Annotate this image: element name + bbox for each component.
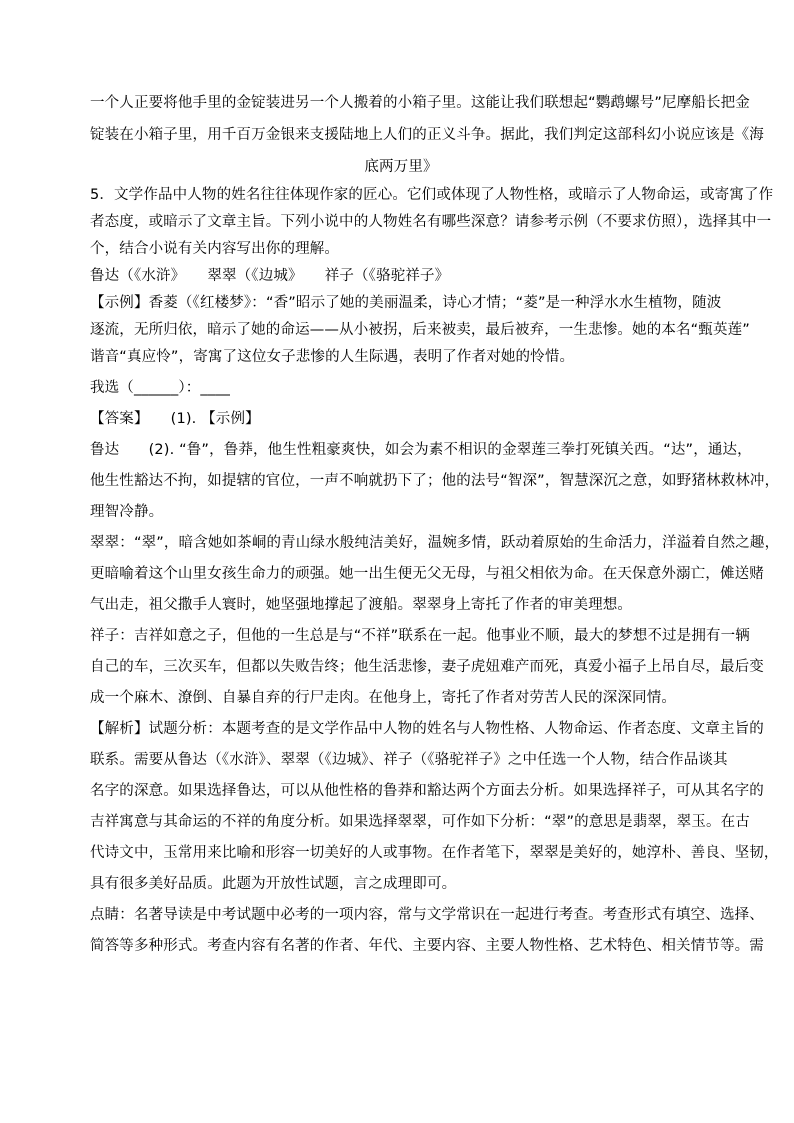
answer-cuicui-line-1: 翠翠：“翠”，暗含她如茶峒的青山绿水般纯洁美好，温婉多情，跃动着原始的生命活力，洋溢着自然之趣， — [90, 535, 780, 551]
intro-line-2: 锭装在小箱子里，用千百万金银来支援陆地上人们的正义斗争。据此，我们判定这部科幻小说应该是《海 — [90, 127, 764, 143]
answer-cuicui-line-3: 气出走，祖父撒手人寰时，她坚强地撑起了渡船。翠翠身上寄托了作者的审美理想。 — [90, 597, 633, 613]
analysis-line-2: 联系。需要从鲁达（《水浒》、翠翠（《边城》、祥子（《骆驼祥子》之中任选一个人物，结合作品谈其 — [90, 752, 728, 768]
answer-cuicui-line-2: 更暗喻着这个山里女孩生命力的顽强。她一出生便无父无母，与祖父相依为命。在天保意外溺亡，傩送赌 — [90, 566, 764, 582]
answer-luda-line-3: 理智冷静。 — [90, 504, 164, 520]
analysis-line-1: 【解析】试题分析：本题考查的是文学作品中人物的姓名与人物性格、人物命运、作者态度、文章主旨的 — [90, 721, 764, 737]
choice-blank-line: 我选（______）：____ — [90, 380, 230, 396]
question-line-2: 者态度，或暗示了文章主旨。下列小说中的人物姓名有哪些深意？请参考示例（不要求仿照），选择其中一 — [90, 214, 772, 230]
answer-xiangzi-line-1: 祥子：吉祥如意之子，但他的一生总是与“不祥”联系在一起。他事业不顺，最大的梦想不过是拥有一辆 — [90, 628, 750, 644]
intro-line-3: 底两万里》 — [364, 159, 438, 175]
answer-luda-line-2: 他生性豁达不拘，如提辖的官位，一声不响就扔下了；他的法号“智深”，智慧深沉之意，如野猪林救林冲， — [90, 473, 780, 489]
analysis-line-6: 具有很多美好品质。此题为开放性试题，言之成理即可。 — [90, 876, 457, 892]
answer-xiangzi-line-2: 自己的车，三次买车，但都以失败告终；他生活悲惨，妻子虎妞难产而死，真爱小福子上吊自尽，最后变 — [90, 659, 764, 675]
intro-line-1: 一个人正要将他手里的金锭装进另一个人搬着的小箱子里。这能让我们联想起“鹦鹉螺号”尼摩船长把金 — [90, 95, 750, 111]
example-line-2: 逐流，无所归依，暗示了她的命运——从小被拐，后来被卖，最后被弃，一生悲惨。她的本名“甄英莲” — [90, 322, 750, 338]
document-body — [90, 92, 780, 957]
tips-line-1: 点睛：名著导读是中考试题中必考的一项内容，常与文学常识在一起进行考查。考查形式有填空、选择、 — [90, 907, 764, 923]
example-line-3: 谐音“真应怜”，寄寓了这位女子悲惨的人生际遇，表明了作者对她的怜惜。 — [90, 349, 575, 365]
answer-luda-line-1: 鲁达 (2). “鲁”，鲁莽，他生性粗豪爽快，如会为素不相识的金翠莲三拳打死镇关西。“达”，通达， — [90, 442, 752, 458]
analysis-line-5: 代诗文中，玉常用来比喻和形容一切美好的人或事物。在作者笔下，翠翠是美好的，她淳朴、善良、坚韧， — [90, 845, 779, 861]
tips-line-2: 简答等多种形式。考查内容有名著的作者、年代、主要内容、主要人物性格、艺术特色、相关情节等。需 — [90, 938, 764, 954]
example-line-1: 【示例】香菱（《红楼梦》：“香”昭示了她的美丽温柔，诗心才情；“菱”是一种浮水水生植物，随波 — [90, 295, 722, 311]
analysis-line-4: 吉祥寓意与其命运的不祥的角度分析。如果选择翠翠，可作如下分析：“翠”的意思是翡翠，翠玉。在古 — [90, 814, 750, 830]
question-line-3: 个，结合小说有关内容写出你的理解。 — [90, 241, 340, 257]
analysis-line-3: 名字的深意。如果选择鲁达，可以从他性格的鲁莽和豁达两个方面去分析。如果选择祥子，可从其名字的 — [90, 783, 764, 799]
question-line-1: 5．文学作品中人物的姓名往往体现作家的匠心。它们或体现了人物性格，或暗示了人物命运，或寄寓了作 — [90, 187, 774, 203]
question-options: 鲁达（《水浒》 翠翠（《边城》 祥子（《骆驼祥子》 — [90, 268, 450, 284]
answer-header: 【答案】 (1). 【示例】 — [90, 411, 260, 427]
answer-xiangzi-line-3: 成一个麻木、潦倒、自暴自弃的行尸走肉。在他身上，寄托了作者对劳苦人民的深深同情。 — [90, 690, 676, 706]
